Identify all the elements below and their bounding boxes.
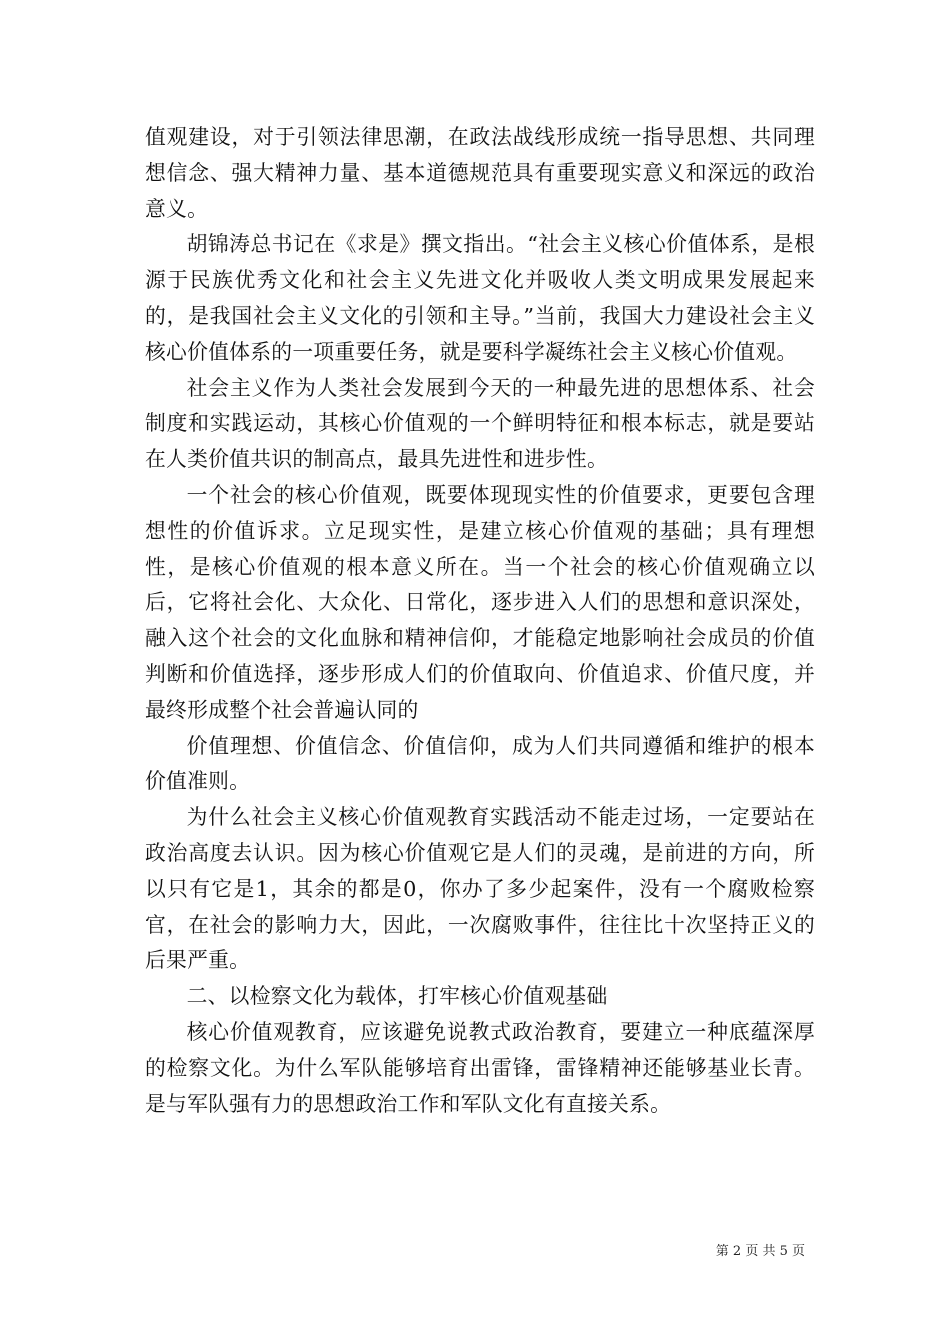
paragraph-5: 价值理想、价值信念、价值信仰，成为人们共同遵循和维护的根本价值准则。 (145, 733, 815, 794)
paragraph-7: 核心价值观教育，应该避免说教式政治教育，要建立一种底蕴深厚的检察文化。为什么军队能够培育出雷锋，雷锋精神还能够基业长青。是与军队强有力的思想政治工作和军队文化有直接关系。 (145, 1019, 815, 1116)
paragraph-1: 值观建设，对于引领法律思潮，在政法战线形成统一指导思想、共同理想信念、强大精神力量、基本道德规范具有重要现实意义和深远的政治意义。 (145, 125, 815, 221)
paragraph-2: 胡锦涛总书记在《求是》撰文指出。“社会主义核心价值体系，是根源于民族优秀文化和社会主义先进文化并吸收人类文明成果发展起来的，是我国社会主义文化的引领和主导。”当前，我国大力建设社会主义核心价值体系的一项重要任务，就是要科学凝练社会主义核心价值观。 (145, 232, 815, 364)
document-body (145, 120, 815, 1122)
paragraph-3: 社会主义作为人类社会发展到今天的一种最先进的思想体系、社会制度和实践运动，其核心价值观的一个鲜明特征和根本标志，就是要站在人类价值共识的制高点，最具先进性和进步性。 (145, 375, 815, 472)
paragraph-6: 为什么社会主义核心价值观教育实践活动不能走过场，一定要站在政治高度去认识。因为核心价值观它是人们的灵魂，是前进的方向，所以只有它是1，其余的都是0，你办了多少起案件，没有一个腐败检察官，在社会的影响力大，因此，一次腐败事件，往往比十次坚持正义的后果严重。 (145, 805, 815, 973)
page-number-footer: 第 2 页 共 5 页 (715, 1244, 805, 1259)
paragraph-4: 一个社会的核心价值观，既要体现现实性的价值要求，更要包含理想性的价值诉求。立足现实性，是建立核心价值观的基础；具有理想性，是核心价值观的根本意义所在。当一个社会的核心价值观确立以后，它将社会化、大众化、日常化，逐步进入人们的思想和意识深处，融入这个社会的文化血脉和精神信仰，才能稳定地影响社会成员的价值判断和价值选择，逐步形成人们的价值取向、价值追求、价值尺度，并最终形成整个社会普遍认同的 (145, 482, 815, 722)
section-heading: 二、以检察文化为载体，打牢核心价值观基础 (186, 984, 608, 1009)
